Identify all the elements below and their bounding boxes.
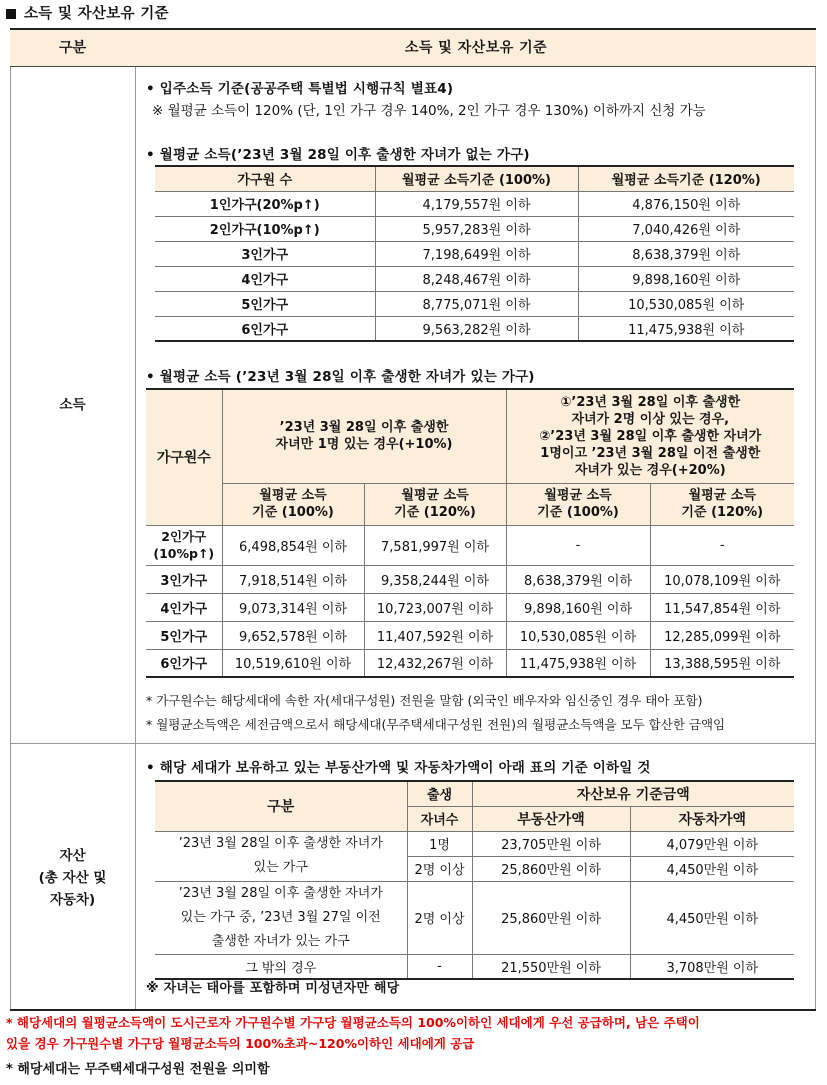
income-label: 소득: [59, 397, 86, 413]
table-row: [146, 621, 794, 649]
t1-cell: 8,638,379원 이하: [578, 241, 794, 266]
t1-cell: 8,775,071원 이하: [375, 291, 578, 316]
income-criteria-bullet: • 입주소득 기준(공공주택 특별법 시행규칙 별표4): [146, 81, 454, 97]
t1-cell: 2인가구(10%p↑): [155, 216, 375, 241]
table-row: [155, 216, 794, 241]
header-category: 구분: [58, 40, 87, 56]
asset-cell: 그 밖의 경우: [155, 954, 407, 979]
asset-cell: 2명 이상: [407, 881, 472, 954]
t2-sub-header: 월평균 소득 기준 (100%): [506, 483, 650, 525]
asset-cell: -: [407, 954, 472, 979]
table-row: [146, 593, 794, 621]
table-row: [155, 316, 794, 341]
t2-cell: 10,519,610원 이하: [222, 649, 364, 677]
page-title: [6, 3, 169, 25]
t2-cell: 9,358,244원 이하: [364, 565, 506, 593]
asset-cell: 4,450만원 이하: [630, 881, 794, 954]
t2-cell: 9,898,160원 이하: [506, 593, 650, 621]
t2-cell: 5인가구: [146, 621, 222, 649]
asset-table: [155, 780, 794, 980]
table2-bullet: • 월평균 소득 (’23년 3월 28일 이후 출생한 자녀가 있는 가구): [146, 369, 535, 385]
table-row: [146, 649, 794, 677]
t2-cell: 9,073,314원 이하: [222, 593, 364, 621]
t2-sub-header: 월평균 소득 기준 (100%): [222, 483, 364, 525]
asset-cell: ’23년 3월 28일 이후 출생한 자녀가 있는 가구 중, ’23년 3월 27일 이전 출생한 자녀가 있는 가구: [155, 881, 407, 954]
t1-cell: 3인가구: [155, 241, 375, 266]
t1-cell: 7,040,426원 이하: [578, 216, 794, 241]
asset-header-real-estate: 부동산가액: [472, 806, 630, 831]
t1-cell: 6인가구: [155, 316, 375, 341]
t2-cell: 9,652,578원 이하: [222, 621, 364, 649]
t1-cell: 1인가구(20%p↑): [155, 191, 375, 216]
asset-cell: 25,860만원 이하: [472, 881, 630, 954]
asset-cell: 1명: [407, 831, 472, 856]
table-row: [146, 525, 794, 565]
t2-cell: 11,407,592원 이하: [364, 621, 506, 649]
t2-cell: 10,723,007원 이하: [364, 593, 506, 621]
t1-cell: 9,898,160원 이하: [578, 266, 794, 291]
t2-header-group2: ①’23년 3월 28일 이후 출생한 자녀가 2명 이상 있는 경우, ②’23년 3월 28일 이후 출생한 자녀가 1명이고 ’23년 3월 28일 이전 출생한 자녀가 있는 경우(+20%): [506, 389, 794, 483]
asset-cell: 25,860만원 이하: [472, 856, 630, 881]
table-row: [155, 831, 794, 856]
t2-cell: 4인가구: [146, 593, 222, 621]
income-note-2: * 월평균소득액은 세전금액으로서 해당세대(무주택세대구성원 전원)의 월평균소득액을 모두 합산한 금액임: [146, 717, 726, 732]
criteria-frame-header: [10, 30, 816, 67]
t2-cell: 13,388,595원 이하: [650, 649, 794, 677]
income-table-with-child: [146, 388, 794, 678]
income-table-no-child: [155, 165, 794, 342]
black-square-icon: [6, 9, 16, 19]
t1-cell: 4인가구: [155, 266, 375, 291]
asset-bullet: • 해당 세대가 보유하고 있는 부동산가액 및 자동차가액이 아래 표의 기준 이하일 것: [146, 760, 651, 776]
t1-cell: 5,957,283원 이하: [375, 216, 578, 241]
t1-header-120: 월평균 소득기준 (120%): [578, 166, 794, 191]
asset-cell: 21,550만원 이하: [472, 954, 630, 979]
t1-cell: 8,248,467원 이하: [375, 266, 578, 291]
table-row: [146, 565, 794, 593]
t1-cell: 5인가구: [155, 291, 375, 316]
t1-cell: 4,876,150원 이하: [578, 191, 794, 216]
t2-cell: -: [650, 525, 794, 565]
t2-sub-header: 월평균 소득 기준 (120%): [650, 483, 794, 525]
t1-cell: 9,563,282원 이하: [375, 316, 578, 341]
t2-cell: 10,530,085원 이하: [506, 621, 650, 649]
t2-cell: 7,918,514원 이하: [222, 565, 364, 593]
asset-cell: 2명 이상: [407, 856, 472, 881]
table-row: [155, 191, 794, 216]
table-row: [155, 881, 794, 954]
table-row: [155, 291, 794, 316]
asset-cell: 23,705만원 이하: [472, 831, 630, 856]
asset-header-car: 자동차가액: [630, 806, 794, 831]
t2-cell: 8,638,379원 이하: [506, 565, 650, 593]
table-row: [155, 266, 794, 291]
t2-cell: 7,581,997원 이하: [364, 525, 506, 565]
asset-note: ※ 자녀는 태아를 포함하며 미성년자만 해당: [146, 981, 400, 996]
table-row: [155, 954, 794, 979]
asset-header-births: 출생: [407, 781, 472, 806]
asset-header-children: 자녀수: [407, 806, 472, 831]
income-note-1: * 가구원수는 해당세대에 속한 자(세대구성원) 전원을 말함 (외국인 배우자와 임신중인 경우 태아 포함): [146, 693, 703, 708]
table1-bullet: • 월평균 소득(’23년 3월 28일 이후 출생한 자녀가 없는 가구): [146, 147, 530, 163]
t1-cell: 4,179,557원 이하: [375, 191, 578, 216]
asset-header-category: 구분: [155, 781, 407, 831]
asset-cell: 3,708만원 이하: [630, 954, 794, 979]
footnote-definition: * 해당세대는 무주택세대구성원 전원을 의미함: [6, 1062, 270, 1077]
t2-header-household: 가구원수: [146, 389, 222, 525]
asset-cell: ’23년 3월 28일 이후 출생한 자녀가 있는 가구: [155, 831, 407, 881]
income-criteria-note: ※ 월평균 소득이 120% (단, 1인 가구 경우 140%, 2인 가구 경우 130%) 이하까지 신청 가능: [152, 103, 706, 119]
page-title-text: 소득 및 자산보유 기준: [24, 6, 169, 22]
header-criteria: 소득 및 자산보유 기준: [404, 40, 548, 56]
footnote-priority: * 해당세대의 월평균소득액이 도시근로자 가구원수별 가구당 월평균소득의 100%이하인 세대에게 우선 공급하며, 남은 주택이 있을 경우 가구원수별 가구당 월평균소득의 100%초과~120%이하인 세대에게 공급: [6, 1015, 700, 1051]
t2-cell: -: [506, 525, 650, 565]
t2-cell: 12,285,099원 이하: [650, 621, 794, 649]
criteria-frame: [10, 28, 816, 1011]
t2-cell: 10,078,109원 이하: [650, 565, 794, 593]
t2-cell: 3인가구: [146, 565, 222, 593]
t2-cell: 2인가구 (10%p↑): [146, 525, 222, 565]
t1-cell: 7,198,649원 이하: [375, 241, 578, 266]
t2-cell: 6인가구: [146, 649, 222, 677]
t2-sub-header: 월평균 소득 기준 (120%): [364, 483, 506, 525]
asset-label: 자산 (총 자산 및 자동차): [38, 848, 107, 908]
t1-header-100: 월평균 소득기준 (100%): [375, 166, 578, 191]
t2-cell: 11,547,854원 이하: [650, 593, 794, 621]
table-row: [155, 241, 794, 266]
asset-header-group: 자산보유 기준금액: [472, 781, 794, 806]
t2-cell: 11,475,938원 이하: [506, 649, 650, 677]
t2-cell: 12,432,267원 이하: [364, 649, 506, 677]
t2-header-group1: ’23년 3월 28일 이후 출생한 자녀만 1명 있는 경우(+10%): [222, 389, 506, 483]
t1-cell: 10,530,085원 이하: [578, 291, 794, 316]
t1-cell: 11,475,938원 이하: [578, 316, 794, 341]
t2-cell: 6,498,854원 이하: [222, 525, 364, 565]
asset-cell: 4,450만원 이하: [630, 856, 794, 881]
asset-cell: 4,079만원 이하: [630, 831, 794, 856]
t1-header-household: 가구원 수: [155, 166, 375, 191]
